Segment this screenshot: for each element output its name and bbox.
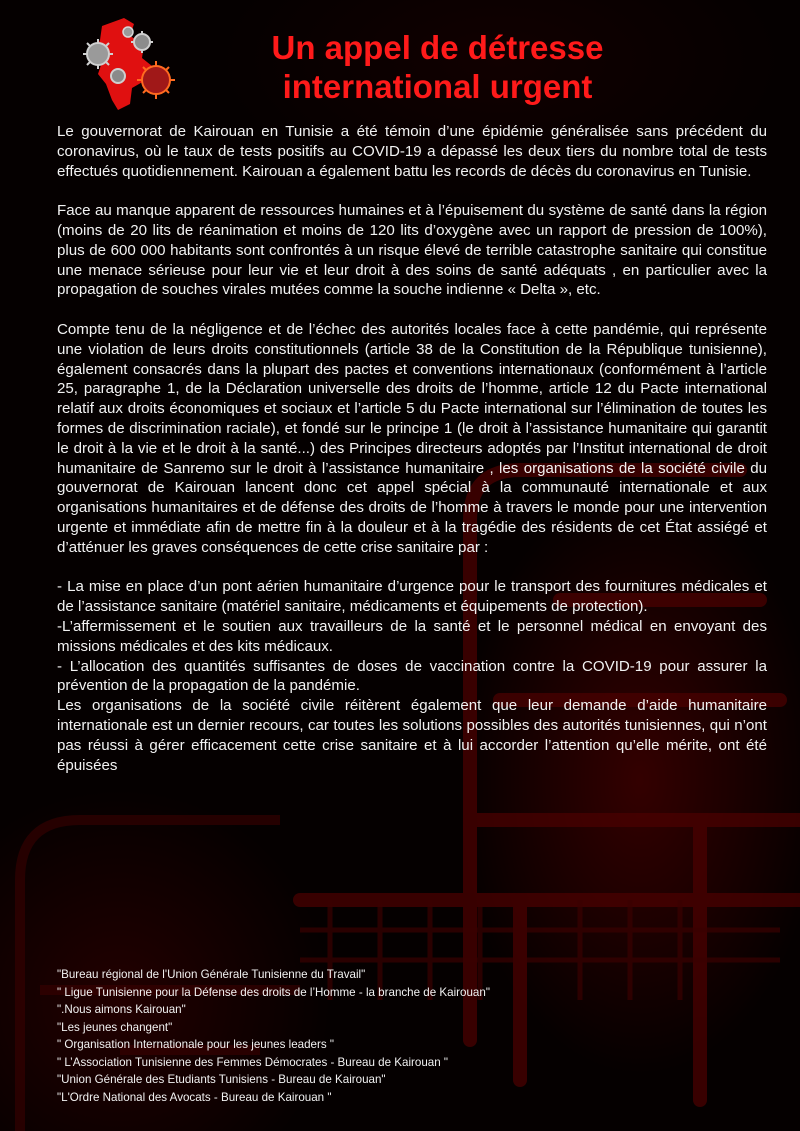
title-line-2: international urgent: [282, 68, 593, 105]
paragraph-health-system: Face au manque apparent de ressources humaines et à l’épuisement du système de santé dans la région (moins de 20 lits de réanimation et moins de 120 lits d’oxygène avec un rapport de pression de 100%), plus de 600 000 habitants sont confrontés à un risque élevé de terrible catastrophe sanitaire qui constitue une menace sérieuse pour leur vie et leur droit à des soins de santé adéquats , en particulier avec la propagation de souches virales mutées comme la souche indienne « Delta », etc.: [57, 202, 767, 299]
signatory-item: " Organisation Internationale pour les jeunes leaders ": [57, 1038, 334, 1051]
list-item-vaccination: - L’allocation des quantités suffisantes de doses de vaccination contre la COVID-19 pour assurer la prévention de la propagation de la pandémie.: [57, 657, 767, 695]
signatories-list: [57, 966, 757, 1106]
signatory-item: "L'Ordre National des Avocats - Bureau de Kairouan ": [57, 1090, 332, 1104]
paragraph-closing: Les organisations de la société civile réitèrent également que leur demande d’aide humanitaire internationale est un dernier recours, car toutes les solutions possibles des autorités tunisiennes, qui n’ont pas réussi à gérer efficacement cette crise sanitaire et à lui accorder l’attention qu’elle mérite, ont été épuisées: [57, 697, 767, 774]
paragraph-appeal: Compte tenu de la négligence et de l’échec des autorités locales face à cette pandémie, qui représente une violation de leurs droits constitutionnels (article 38 de la Constitution de la République tunisienne), également consacrés dans la plupart des pactes et conventions internationaux (conformément à l’article 25, paragraphe 1, de la Déclaration universelle des droits de l’homme, article 12 du Pacte international relatif aux droits économiques et sociaux et l’article 5 du Pacte international sur l’élimination de toutes les formes de discrimination raciale), et fondé sur le principe 1 (le droit à l’assistance humanitaire qui garantit le droit à la vie et le droit à la santé...) des Principes directeurs adoptés par l’Institut international de droit humanitaire de Sanremo sur le droit à l’assistance humanitaire , les organisations de la société civile du gouvernorat de Kairouan lancent donc cet appel spécial à la communauté internationale et aux organisations humanitaires et de défense des droits de l’homme à travers le monde pour une intervention urgente et immédiate afin de mettre fin à la douleur et à la tragédie des résidents de cet État assiégé et d’atténuer les graves conséquences de cette crise sanitaire par :: [57, 320, 767, 556]
signatory-item: "Les jeunes changent": [57, 1020, 173, 1034]
signatory-item: "Bureau régional de l'Union Générale Tunisienne du Travail": [57, 968, 366, 981]
signatory-item: " Ligue Tunisienne pour la Défense des droits de l’Homme - la branche de Kairouan": [57, 985, 490, 999]
list-item-medical-support: -L’affermissement et le soutien aux travailleurs de la santé et le personnel médical en envoyant des missions médicales et des kits médicaux.: [57, 617, 767, 655]
signatory-item: "Union Générale des Etudiants Tunisiens - Bureau de Kairouan": [57, 1073, 386, 1086]
appeal-body: [57, 122, 767, 775]
signatory-item: " L’Association Tunisienne des Femmes Démocrates - Bureau de Kairouan ": [57, 1055, 449, 1069]
signatory-item: ".Nous aimons Kairouan": [57, 1003, 186, 1016]
paragraph-situation: Le gouvernorat de Kairouan en Tunisie a été témoin d’une épidémie généralisée sans précédent du coronavirus, où le taux de tests positifs au COVID-19 a dépassé les deux tiers du nombre total de tests effectués quotidiennement. Kairouan a également battu les records de décès du coronavirus en Tunisie.: [57, 123, 767, 180]
tunisia-map-with-coronavirus-icon: [72, 14, 184, 114]
page-title: [185, 28, 690, 106]
list-item-air-bridge: - La mise en place d’un pont aérien humanitaire d’urgence pour le transport des fournitures médicales et de l’assistance sanitaire (matériel sanitaire, médicaments et équipements de protection).: [57, 578, 767, 616]
title-line-1: Un appel de détresse: [271, 29, 604, 66]
